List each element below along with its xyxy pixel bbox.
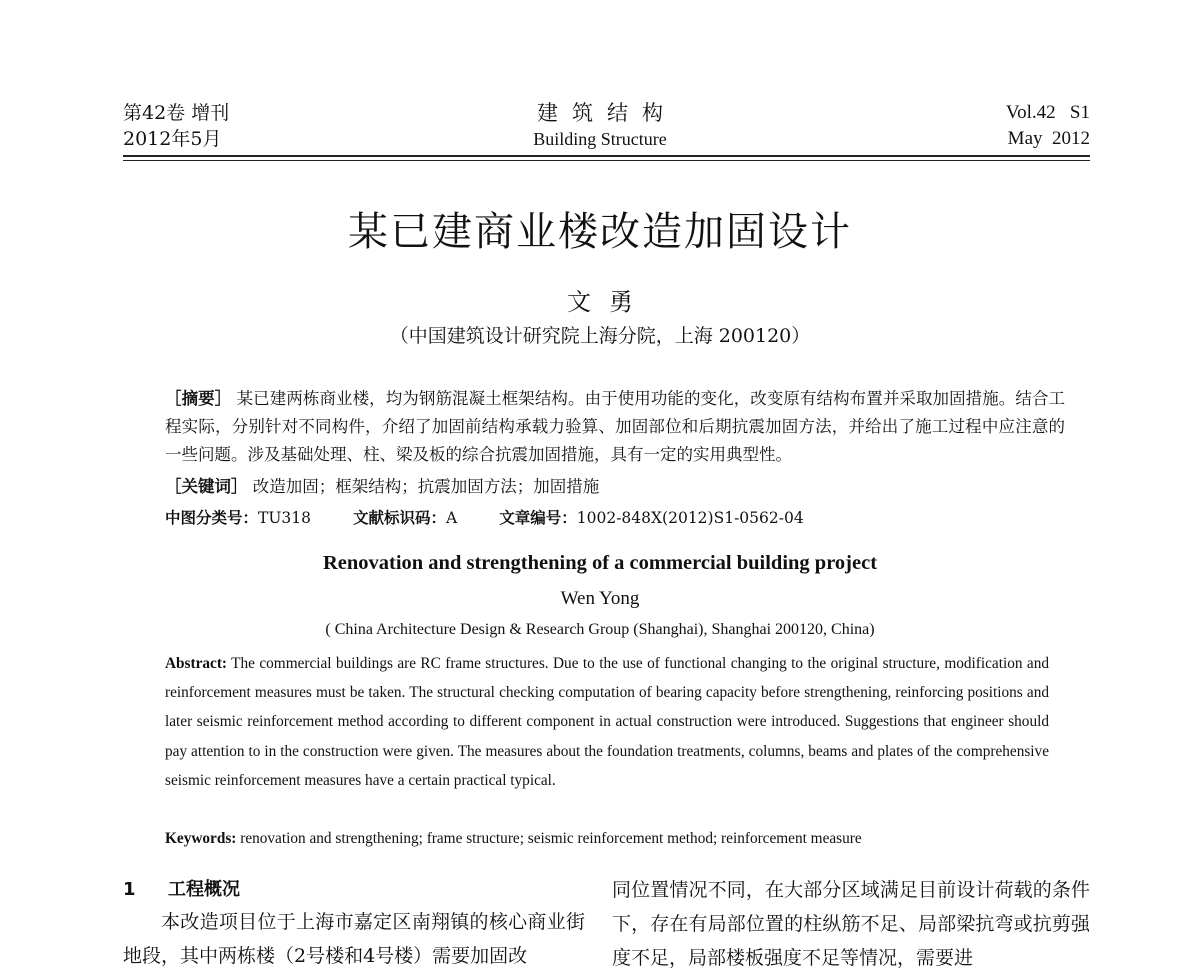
abstract-cn — [165, 385, 1065, 469]
doc-code-label: 文献标识码： — [353, 509, 447, 527]
journal-issue-info-en — [1006, 100, 1090, 152]
keywords-en — [165, 826, 862, 852]
journal-name-cn: 建筑结构 — [537, 101, 677, 125]
volume-line-en: Vol.42 S1 — [1005, 102, 1090, 123]
date-line: 2012年5月 — [123, 128, 222, 150]
section-number: 1 — [123, 879, 136, 900]
author-en: Wen Yong — [560, 588, 640, 609]
abstract-en — [165, 649, 1049, 795]
article-number-value: 1002-848X(2012)S1-0562-04 — [576, 509, 804, 527]
keywords-text-cn: 改造加固；框架结构；抗震加固方法；加固措施 — [252, 477, 600, 496]
keywords-cn — [165, 474, 599, 500]
section-title: 工程概况 — [168, 879, 240, 900]
body-column-left: 本改造项目位于上海市嘉定区南翔镇的核心商业街地段，其中两栋楼（2号楼和4号楼）需要加固改 — [123, 911, 585, 967]
volume-line: 第42卷 增刊 — [123, 102, 230, 124]
doc-code-value: A — [446, 509, 458, 527]
affiliation-en: ( China Architecture Design & Research Group (Shanghai), Shanghai 200120, China) — [325, 621, 875, 638]
keywords-text-en: renovation and strengthening; frame structure; seismic reinforcement method; reinforcement measure — [240, 830, 862, 847]
section-heading — [123, 873, 240, 907]
author-cn: 文勇 — [567, 288, 651, 316]
date-line-en: May 2012 — [1007, 128, 1090, 149]
classification-line — [165, 506, 804, 530]
abstract-label-en: Abstract: — [165, 655, 228, 672]
abstract-label-cn: ［摘要］ — [165, 389, 232, 408]
article-number-label: 文章编号： — [499, 509, 577, 527]
affiliation-cn: （中国建筑设计研究院上海分院，上海 200120） — [389, 325, 811, 347]
article-title-cn: 某已建商业楼改造加固设计 — [348, 209, 852, 255]
abstract-text-cn: 某已建两栋商业楼，均为钢筋混凝土框架结构。由于使用功能的变化，改变原有结构布置并采取加固措施。结合工程实际，分别针对不同构件，介绍了加固前结构承载力验算、加固部位和后期抗震加固方法，并给出了施工过程中应注意的一些问题。涉及基础处理、柱、梁及板的综合抗震加固措施，具有一定的实用典型性。 — [165, 389, 1066, 464]
journal-name-en: Building Structure — [533, 129, 667, 149]
class-value: TU318 — [258, 509, 312, 527]
article-title-en: Renovation and strengthening of a commercial building project — [322, 552, 878, 574]
abstract-text-en: The commercial buildings are RC frame structures. Due to the use of functional changing to the original structure, modification and reinforcement measures must be taken. The structural checking computation of bearing capacity before strengthening, reinforcing positions and later seismic reinforcement method according to different component in actual construction were introduced. Suggestions that engineer should pay attention to in the construction were given. The measures about the foundation treatments, columns, beams and plates of the comprehensive seismic reinforcement measures have a certain practical typical. — [165, 655, 1049, 789]
keywords-label-cn: ［关键词］ — [165, 477, 248, 496]
header-rule-thick — [123, 155, 1090, 157]
header-rule-thin — [123, 160, 1090, 161]
class-label: 中图分类号： — [165, 509, 259, 527]
body-column-right: 同位置情况不同，在大部分区域满足目前设计荷载的条件下，存在有局部位置的柱纵筋不足、局部梁抗弯或抗剪强度不足，局部楼板强度不足等情况，需要进 — [612, 879, 1090, 969]
keywords-label-en: Keywords: — [165, 830, 237, 847]
